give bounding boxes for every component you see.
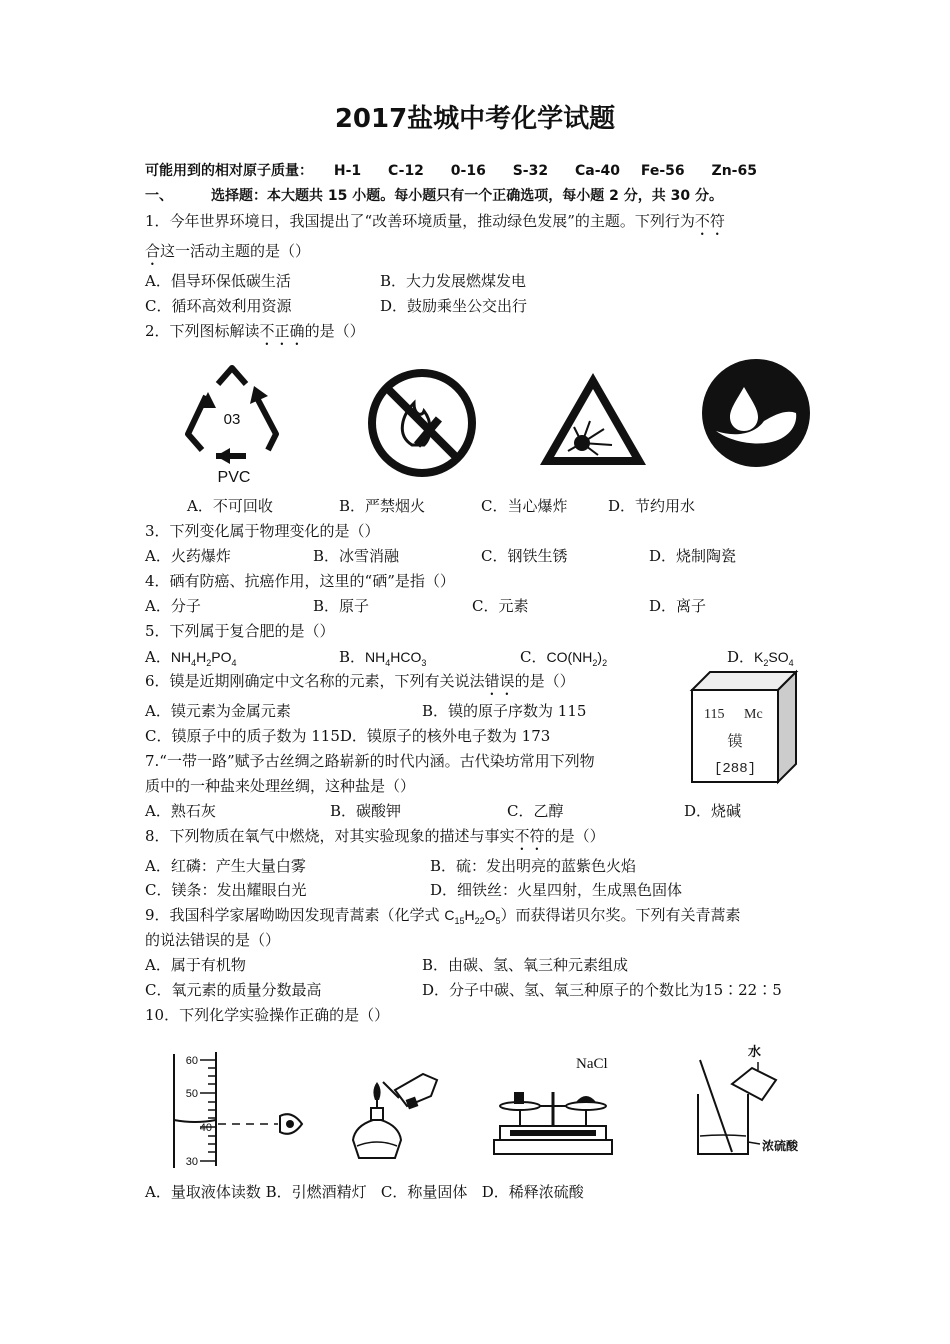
save-water-icon (700, 357, 812, 469)
q8-stem-text-end: 的是（） (544, 827, 605, 845)
q7-option-c[interactable]: C．乙醇 (507, 802, 564, 820)
q5-c-prefix: C． (520, 648, 547, 666)
q5-option-a[interactable]: A．$NH_4H_2PO_4$ (145, 648, 237, 668)
balance-scale-image (490, 1052, 616, 1158)
q6-stem-text: 6．镆是近期刚确定中文名称的元素，下列有关说法 (145, 672, 485, 690)
q9-option-d[interactable]: D．分子中碳、氢、氧三种原子的个数比为15∶22∶5 (422, 981, 782, 999)
q3-option-b[interactable]: B．冰雪消融 (313, 547, 400, 565)
q1-option-b[interactable]: B．大力发展燃煤发电 (380, 272, 527, 290)
question-8-stem (145, 826, 605, 854)
q4-option-c[interactable]: C．元素 (472, 597, 529, 615)
no-fire-icon (366, 367, 478, 479)
q5-option-d[interactable]: D．$K_2SO_4$ (727, 648, 794, 668)
q6-option-b[interactable]: B．镆的原子序数为 115 (422, 702, 587, 720)
graduated-cylinder-image (170, 1046, 310, 1172)
q6-emphasis: 错误 (484, 672, 515, 690)
q4-option-a[interactable]: A．分子 (145, 597, 201, 615)
q1-stem-text: 1．今年世界环境日，我国提出了“改善环境质量，推动绿色发展”的主题。下列行为 (145, 212, 695, 230)
alcohol-lamp-image (345, 1062, 445, 1166)
artemisinin-formula: $C_{15}H_{22}O_5$ (444, 907, 501, 926)
q8-emphasis: 不符 (514, 827, 545, 845)
question-7-line-2: 质中的一种盐来处理丝绸，这种盐是（） (145, 777, 416, 795)
mass-item: C-12 (388, 163, 424, 179)
question-9-stem (145, 905, 741, 925)
q2-option-c[interactable]: C．当心爆炸 (481, 497, 568, 515)
q1-emphasis-cont: 合 (145, 242, 161, 260)
question-2-stem (145, 321, 365, 349)
explosion-warning-icon (534, 367, 652, 471)
mass-item: Zn-65 (711, 163, 757, 179)
atomic-mass-label: 可能用到的相对原子质量： (145, 163, 313, 179)
q3-option-d[interactable]: D．烧制陶瓷 (649, 547, 737, 565)
tile-name: 镆 (727, 732, 743, 750)
section-text: 选择题：本大题共 15 小题。每小题只有一个正确选项，每小题 2 分，共 30 分。 (211, 188, 723, 204)
q1-emphasis: 不符 (694, 212, 725, 230)
q10-answer-labels[interactable]: A．量取液体读数 B．引燃酒精灯 C．称量固体 D．稀释浓硫酸 (145, 1183, 584, 1201)
recycle-number: 03 (223, 411, 241, 428)
q6-options-cd[interactable]: C．镆原子中的质子数为 115D．镆原子的核外电子数为 173 (145, 727, 551, 745)
q2-option-d[interactable]: D．节约用水 (608, 497, 696, 515)
q2-option-a[interactable]: A．不可回收 (187, 497, 273, 515)
question-10-stem: 10．下列化学实验操作正确的是（） (145, 1006, 390, 1024)
q2-emphasis: 不正确 (259, 322, 305, 340)
q9-option-c[interactable]: C．氧元素的质量分数最高 (145, 981, 322, 999)
q1-option-a[interactable]: A．倡导环保低碳生活 (145, 272, 291, 290)
q8-option-d[interactable]: D．细铁丝：火星四射，生成黑色固体 (430, 881, 683, 899)
q1-option-c[interactable]: C．循环高效利用资源 (145, 297, 292, 315)
tile-mass: [288] (713, 761, 757, 777)
question-6-stem (145, 671, 575, 699)
q3-option-a[interactable]: A．火药爆炸 (145, 547, 231, 565)
recycle-icon (176, 362, 288, 490)
mass-item: H-1 (333, 163, 362, 179)
page-title: 2017盐城中考化学试题 (334, 104, 616, 134)
atomic-mass-line (145, 161, 779, 181)
recycle-label: PVC (217, 469, 251, 486)
dilution-beaker-image (692, 1040, 822, 1160)
q2-option-b[interactable]: B．严禁烟火 (339, 497, 426, 515)
scale-label: 40 (199, 1122, 212, 1134)
q2-stem-text-end: 的是（） (304, 322, 365, 340)
q8-stem-text: 8．下列物质在氧气中燃烧，对其实验现象的描述与事实 (145, 827, 515, 845)
section-heading (145, 186, 723, 206)
q6-option-a[interactable]: A．镆元素为金属元素 (145, 702, 291, 720)
tile-symbol: Mc (744, 707, 763, 722)
q5-b-prefix: B． (339, 648, 366, 666)
water-label: 水 (748, 1045, 762, 1060)
q9-stem-text: 9．我国科学家屠呦呦因发现青蒿素（化学式 (145, 906, 440, 924)
q2-stem-text: 2．下列图标解读 (145, 322, 260, 340)
q4-option-b[interactable]: B．原子 (313, 597, 370, 615)
q7-option-b[interactable]: B．碳酸钾 (330, 802, 402, 820)
question-1-stem (145, 211, 725, 239)
mass-item: 0-16 (450, 163, 486, 179)
q5-d-prefix: D． (727, 648, 755, 666)
q8-option-c[interactable]: C．镁条：发出耀眼白光 (145, 881, 307, 899)
question-5-stem: 5．下列属于复合肥的是（） (145, 622, 335, 640)
scale-label: 30 (185, 1156, 198, 1168)
q3-option-c[interactable]: C．钢铁生锈 (481, 547, 568, 565)
q4-option-d[interactable]: D．离子 (649, 597, 707, 615)
q6-stem-text-end: 的是（） (514, 672, 575, 690)
question-7-line-1: 7.“一带一路”赋予古丝绸之路崭新的时代内涵。古代染坊常用下列物 (145, 752, 595, 770)
scale-label: 50 (185, 1088, 198, 1100)
mass-item: S-32 (512, 163, 549, 179)
q9-stem-text-end: ）而获得诺贝尔奖。下列有关青蒿素 (500, 906, 741, 924)
question-1-stem-cont (145, 241, 310, 269)
q7-option-a[interactable]: A．熟石灰 (145, 802, 216, 820)
q7-option-d[interactable]: D．烧碱 (684, 802, 742, 820)
q1-stem-text-cont: 这一活动主题的是（） (160, 242, 311, 260)
question-9-line-2: 的说法错误的是（） (145, 931, 281, 949)
q9-option-b[interactable]: B．由碳、氢、氧三种元素组成 (422, 956, 629, 974)
q9-option-a[interactable]: A．属于有机物 (145, 956, 246, 974)
section-number: 一、 (145, 188, 173, 204)
scale-label: 60 (185, 1055, 198, 1067)
mass-item: Ca-40 (574, 163, 620, 179)
question-4-stem: 4．硒有防癌、抗癌作用，这里的“硒”是指（） (145, 572, 455, 590)
element-tile-image (688, 668, 800, 786)
tile-atomic-number: 115 (704, 707, 725, 722)
nacl-label: NaCl (576, 1056, 608, 1072)
q1-option-d[interactable]: D．鼓励乘坐公交出行 (380, 297, 528, 315)
q5-a-prefix: A． (145, 648, 171, 666)
acid-label: 浓硫酸 (762, 1139, 799, 1153)
mass-item: Fe-56 (640, 163, 685, 179)
q8-option-a[interactable]: A．红磷：产生大量白雾 (145, 857, 306, 875)
q5-option-c[interactable]: C．$CO(NH_2)_2$ (520, 648, 608, 668)
q8-option-b[interactable]: B．硫：发出明亮的蓝紫色火焰 (430, 857, 637, 875)
question-3-stem: 3．下列变化属于物理变化的是（） (145, 522, 380, 540)
q5-option-b[interactable]: B．$NH_4HCO_3$ (339, 648, 427, 668)
